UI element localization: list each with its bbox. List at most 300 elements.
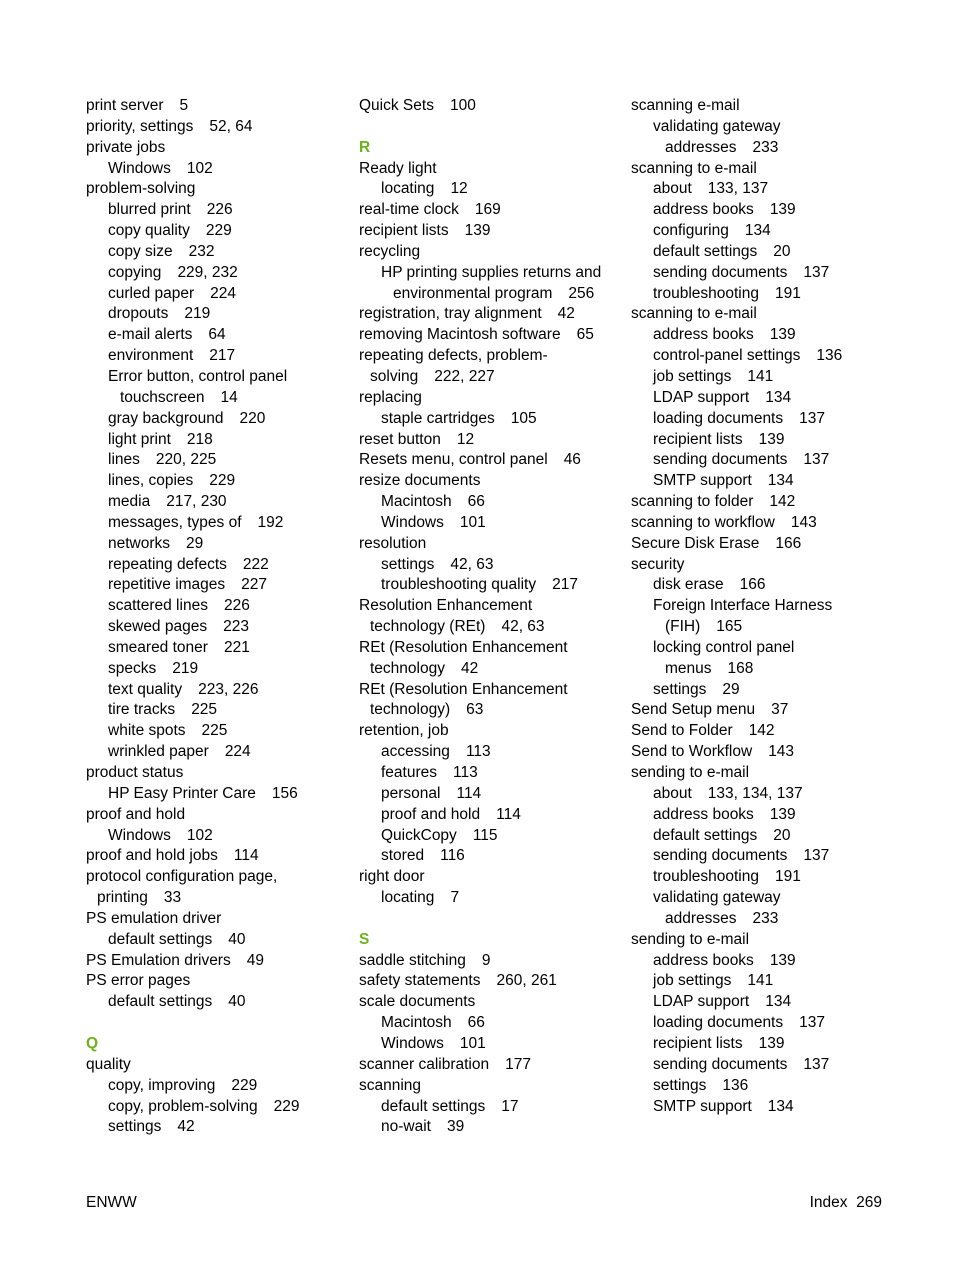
index-subentry: [86, 325, 348, 346]
index-entry: [631, 492, 893, 513]
index-column-1: [86, 96, 348, 1138]
page-reference: 219: [172, 659, 199, 677]
index-term: address books: [653, 805, 754, 823]
page-reference: 139: [758, 1034, 785, 1052]
index-subentry: [86, 555, 348, 576]
index-entry: [631, 700, 893, 721]
page-reference: 139: [758, 430, 785, 448]
index-term: curled paper: [108, 284, 195, 302]
index-term: white spots: [108, 722, 186, 740]
index-subentry: [86, 826, 348, 847]
index-term: reset button: [359, 430, 441, 448]
index-term: technology (REt): [370, 618, 486, 636]
page-reference: 9: [481, 951, 491, 969]
index-term: default settings: [381, 1097, 486, 1115]
index-subentry: [86, 1076, 348, 1097]
page-reference: 222: [242, 555, 269, 573]
index-term: locking control panel: [653, 638, 795, 656]
index-entry: [86, 971, 348, 992]
index-term: default settings: [108, 930, 213, 948]
page-reference: 39: [446, 1118, 465, 1136]
index-term: skewed pages: [108, 618, 208, 636]
index-subentry: [631, 638, 893, 659]
page-reference: 191: [775, 284, 801, 302]
index-term: addresses: [665, 909, 737, 927]
index-subentry: [631, 284, 893, 305]
page-reference: 134: [765, 388, 792, 406]
page-reference: 20: [773, 242, 791, 260]
page-reference: 134: [767, 1097, 794, 1115]
index-entry: [359, 221, 621, 242]
index-subentry: [631, 575, 893, 596]
index-term: technology): [370, 701, 451, 719]
page-reference: 114: [456, 784, 482, 802]
page-reference: 137: [803, 263, 830, 281]
index-subentry: [359, 617, 621, 638]
index-subentry: [631, 846, 893, 867]
index-term: proof and hold: [381, 805, 481, 823]
index-subentry: [86, 575, 348, 596]
index-term: scanning to workflow: [631, 513, 775, 531]
index-term: touchscreen: [120, 388, 205, 406]
index-term: Windows: [108, 826, 171, 844]
index-subentry: [359, 826, 621, 847]
footer-publication-code: ENWW: [86, 1194, 137, 1211]
index-term: technology: [370, 659, 445, 677]
index-term: priority, settings: [86, 117, 194, 135]
index-subentry: [86, 221, 348, 242]
index-subentry: [631, 138, 893, 159]
page-reference: 64: [208, 326, 226, 344]
index-entry: [631, 742, 893, 763]
page-reference: 166: [739, 576, 766, 594]
index-entry: [359, 1076, 621, 1097]
page-reference: 66: [467, 1014, 485, 1032]
index-term: Ready light: [359, 159, 437, 177]
page-reference: 134: [765, 993, 792, 1011]
page-reference: 260, 261: [496, 972, 557, 990]
index-entry: [86, 805, 348, 826]
index-term: scanner calibration: [359, 1055, 490, 1073]
index-term: address books: [653, 951, 754, 969]
page-reference: 139: [464, 222, 491, 240]
index-column-3: [631, 96, 893, 1117]
page-reference: 224: [210, 284, 237, 302]
index-subentry: [86, 284, 348, 305]
index-term: sending to e-mail: [631, 764, 750, 781]
page-reference: 229: [205, 222, 232, 240]
index-entry: [631, 763, 893, 784]
index-subentry: [86, 742, 348, 763]
index-term: text quality: [108, 680, 183, 698]
index-term: Macintosh: [381, 1014, 452, 1032]
index-subentry: [86, 242, 348, 263]
index-term: scale documents: [359, 993, 476, 1011]
index-term: troubleshooting: [653, 868, 759, 886]
index-entry: [86, 138, 348, 159]
index-term: copying: [108, 263, 162, 281]
section-gap: [359, 909, 621, 930]
index-term: real-time clock: [359, 201, 459, 219]
index-term: accessing: [381, 743, 450, 761]
index-term: lines: [108, 451, 140, 469]
index-column-2: [359, 96, 621, 1138]
index-subentry: [359, 575, 621, 596]
index-term: staple cartridges: [381, 409, 495, 427]
index-entry: [86, 909, 348, 930]
page-reference: 139: [769, 805, 796, 823]
index-entry: [631, 721, 893, 742]
index-term: disk erase: [653, 576, 724, 594]
page-reference: 102: [186, 826, 213, 844]
page-reference: 137: [799, 409, 825, 427]
index-term: HP Easy Printer Care: [108, 784, 256, 802]
index-term: specks: [108, 659, 157, 677]
index-subentry: [86, 513, 348, 534]
index-subentry: [359, 1117, 621, 1138]
index-term: problem-solving: [86, 180, 196, 198]
index-term: loading documents: [653, 409, 784, 427]
page-reference: 143: [790, 513, 817, 531]
page-reference: 226: [206, 201, 233, 219]
index-subentry: [359, 763, 621, 784]
page-reference: 100: [449, 97, 476, 114]
page-reference: 156: [271, 784, 298, 802]
page-reference: 14: [220, 388, 238, 406]
index-term: recycling: [359, 242, 421, 260]
index-term: smeared toner: [108, 638, 208, 656]
page-reference: 17: [501, 1097, 519, 1115]
index-subentry: [631, 430, 893, 451]
page-reference: 133, 137: [707, 180, 769, 198]
index-term: private jobs: [86, 138, 166, 156]
page-reference: 220, 225: [155, 451, 217, 469]
index-term: Resolution Enhancement: [359, 597, 533, 615]
index-entry: [86, 96, 348, 117]
index-term: light print: [108, 430, 171, 448]
index-entry: [359, 304, 621, 325]
index-term: scanning e-mail: [631, 97, 740, 114]
index-term: proof and hold jobs: [86, 847, 218, 865]
page-reference: 113: [465, 743, 491, 761]
index-subentry: [359, 409, 621, 430]
index-subentry: [631, 117, 893, 138]
index-entry: [359, 992, 621, 1013]
index-term: menus: [665, 659, 712, 677]
index-entry: [359, 450, 621, 471]
index-term: protocol configuration page,: [86, 868, 278, 886]
index-entry: [359, 200, 621, 221]
index-subentry: [86, 596, 348, 617]
page-reference: 29: [186, 534, 204, 552]
index-subentry: [359, 700, 621, 721]
index-entry: [631, 513, 893, 534]
index-term: print server: [86, 97, 164, 114]
index-term: safety statements: [359, 972, 481, 990]
index-term: Error button, control panel: [108, 367, 288, 385]
index-subentry: [359, 1013, 621, 1034]
page-reference: 141: [747, 972, 774, 990]
index-subentry: [86, 1097, 348, 1118]
page-reference: 133, 134, 137: [707, 784, 803, 802]
page-reference: 102: [186, 159, 213, 177]
index-term: HP printing supplies returns and: [381, 263, 602, 281]
index-term: printing: [97, 889, 148, 907]
index-entry: [359, 1055, 621, 1076]
index-entry: [86, 846, 348, 867]
index-term: Send to Folder: [631, 722, 733, 740]
index-term: address books: [653, 326, 754, 344]
page-reference: 136: [816, 347, 843, 365]
page-reference: 229: [231, 1076, 258, 1094]
page-reference: 225: [191, 701, 218, 719]
index-term: environment: [108, 347, 194, 365]
page-reference: 256: [568, 284, 595, 302]
page-reference: 29: [722, 680, 740, 698]
page-reference: 42, 63: [450, 555, 494, 573]
section-letter-heading: Q: [86, 1034, 99, 1052]
index-term: resolution: [359, 534, 427, 552]
index-term: registration, tray alignment: [359, 305, 542, 323]
page-reference: 7: [450, 889, 460, 907]
index-term: Send Setup menu: [631, 701, 756, 719]
page-reference: 217: [209, 347, 236, 365]
index-term: sending to e-mail: [631, 930, 750, 948]
index-entry: [86, 951, 348, 972]
page-reference: 223: [223, 618, 249, 636]
index-term: configuring: [653, 222, 729, 240]
index-entry: [359, 638, 621, 659]
index-subentry: [86, 409, 348, 430]
page-reference: 46: [563, 451, 581, 469]
page-reference: 40: [228, 930, 246, 948]
page-reference: 42: [557, 305, 575, 323]
index-term: Windows: [108, 159, 171, 177]
index-subentry: [86, 263, 348, 284]
page-reference: 218: [186, 430, 213, 448]
index-term: LDAP support: [653, 388, 750, 406]
page-reference: 65: [576, 326, 594, 344]
index-term: resize documents: [359, 472, 481, 490]
page-reference: 177: [505, 1055, 531, 1073]
page-reference: 226: [223, 597, 250, 615]
index-term: recipient lists: [653, 1034, 743, 1052]
index-subentry: [631, 784, 893, 805]
index-term: QuickCopy: [381, 826, 457, 844]
page-reference: 219: [184, 305, 211, 323]
index-subentry: [86, 1117, 348, 1138]
index-subentry: [359, 659, 621, 680]
index-term: Resets menu, control panel: [359, 451, 548, 469]
index-term: Windows: [381, 1034, 444, 1052]
index-subentry: [631, 221, 893, 242]
index-subentry: [631, 1034, 893, 1055]
index-subentry: [359, 805, 621, 826]
index-term: copy, improving: [108, 1076, 216, 1094]
page-reference: 52, 64: [209, 117, 253, 135]
index-term: Send to Workflow: [631, 743, 753, 761]
index-entry: [359, 242, 621, 263]
index-term: PS emulation driver: [86, 909, 222, 927]
page-reference: 66: [467, 493, 485, 511]
index-term: recipient lists: [359, 222, 449, 240]
index-entry: [359, 471, 621, 492]
index-term: PS error pages: [86, 972, 191, 990]
index-term: saddle stitching: [359, 951, 466, 969]
page-reference: 143: [768, 743, 795, 761]
index-entry: [359, 534, 621, 555]
index-entry: [359, 346, 621, 367]
index-term: stored: [381, 847, 425, 865]
page-reference: 233: [752, 909, 779, 927]
section-gap: [86, 1013, 348, 1034]
page-reference: 136: [722, 1076, 749, 1094]
page-reference: 139: [769, 326, 796, 344]
index-term: settings: [381, 555, 435, 573]
index-subentry: [86, 930, 348, 951]
index-entry: [359, 867, 621, 888]
index-term: tire tracks: [108, 701, 176, 719]
index-term: default settings: [653, 826, 758, 844]
page-reference: 20: [773, 826, 791, 844]
index-term: troubleshooting quality: [381, 576, 537, 594]
index-term: solving: [370, 367, 419, 385]
page-reference: 116: [440, 847, 465, 865]
page-reference: 114: [233, 847, 259, 865]
index-subentry: [86, 992, 348, 1013]
index-subentry: [86, 721, 348, 742]
index-entry: [359, 325, 621, 346]
index-entry: [359, 971, 621, 992]
index-subentry: [86, 700, 348, 721]
index-term: control-panel settings: [653, 347, 801, 365]
index-term: blurred print: [108, 201, 191, 219]
index-term: Quick Sets: [359, 97, 434, 114]
page-reference: 168: [727, 659, 754, 677]
index-term: repeating defects: [108, 555, 227, 573]
index-entry: [631, 534, 893, 555]
index-term: address books: [653, 201, 754, 219]
index-term: repetitive images: [108, 576, 226, 594]
index-entry: [359, 680, 621, 701]
footer-page-number: 269: [856, 1194, 882, 1211]
index-term: wrinkled paper: [108, 743, 209, 761]
index-term: scattered lines: [108, 597, 208, 615]
page-reference: 139: [769, 201, 796, 219]
index-subentry: [631, 805, 893, 826]
index-term: no-wait: [381, 1118, 431, 1136]
index-entry: [631, 555, 893, 576]
index-term: settings: [653, 680, 707, 698]
index-subentry: [631, 826, 893, 847]
index-term: default settings: [653, 242, 758, 260]
index-subentry: [631, 680, 893, 701]
index-subentry: [631, 1013, 893, 1034]
index-term: about: [653, 784, 692, 802]
page-reference: 101: [459, 1034, 486, 1052]
index-subentry: [359, 846, 621, 867]
index-subentry: [631, 659, 893, 680]
index-entry: [86, 1055, 348, 1076]
page-reference: 113: [453, 764, 478, 781]
index-subentry: [631, 617, 893, 638]
index-term: Foreign Interface Harness: [653, 597, 833, 615]
index-entry: [86, 867, 348, 888]
index-term: media: [108, 493, 151, 511]
page-reference: 222, 227: [434, 367, 495, 385]
index-subentry: [359, 784, 621, 805]
index-subentry: [359, 263, 621, 284]
index-term: sending documents: [653, 451, 788, 469]
index-term: scanning to folder: [631, 493, 754, 511]
index-term: scanning to e-mail: [631, 159, 757, 177]
index-entry: [631, 159, 893, 180]
page-reference: 63: [466, 701, 484, 719]
page-reference: 42: [460, 659, 479, 677]
page-reference: 137: [803, 451, 830, 469]
page-reference: 141: [747, 367, 774, 385]
page-reference: 12: [456, 430, 475, 448]
index-subentry: [631, 263, 893, 284]
page-reference: 217: [552, 576, 578, 594]
index-subentry: [86, 346, 348, 367]
page-reference: 49: [246, 951, 264, 969]
index-term: REt (Resolution Enhancement: [359, 680, 568, 698]
page-reference: 139: [769, 951, 796, 969]
index-term: environmental program: [393, 284, 553, 302]
index-subentry: [86, 784, 348, 805]
index-entry: [631, 96, 893, 117]
index-term: sending documents: [653, 263, 788, 281]
index-subentry: [631, 200, 893, 221]
page-reference: 12: [450, 180, 468, 198]
footer-section-name: Index: [809, 1194, 848, 1211]
page-reference: 224: [224, 743, 251, 761]
index-subentry: [86, 471, 348, 492]
index-subentry: [86, 534, 348, 555]
page-reference: 221: [223, 638, 250, 656]
index-entry: [359, 951, 621, 972]
index-subentry: [359, 284, 621, 305]
index-subentry: [86, 659, 348, 680]
page-reference: 227: [241, 576, 268, 594]
index-term: (FIH): [665, 618, 701, 636]
page-reference: 105: [510, 409, 537, 427]
section-letter-heading: R: [359, 138, 371, 156]
index-subentry: [86, 200, 348, 221]
index-subentry: [631, 1076, 893, 1097]
page-reference: 37: [771, 701, 789, 719]
index-subentry: [86, 680, 348, 701]
index-term: messages, types of: [108, 513, 242, 531]
index-subentry: [631, 971, 893, 992]
index-subentry: [631, 888, 893, 909]
index-entry: [86, 179, 348, 200]
index-entry: [359, 388, 621, 409]
index-subentry: [631, 951, 893, 972]
page-reference: 142: [748, 722, 775, 740]
index-term: SMTP support: [653, 1097, 752, 1115]
index-subentry: [631, 596, 893, 617]
index-term: loading documents: [653, 1014, 784, 1032]
index-subentry: [359, 513, 621, 534]
index-term: copy, problem-solving: [108, 1097, 258, 1115]
index-term: dropouts: [108, 305, 169, 323]
index-subentry: [86, 430, 348, 451]
page-reference: 137: [799, 1014, 825, 1032]
index-term: validating gateway: [653, 889, 781, 907]
page-reference: 42, 63: [501, 618, 545, 636]
